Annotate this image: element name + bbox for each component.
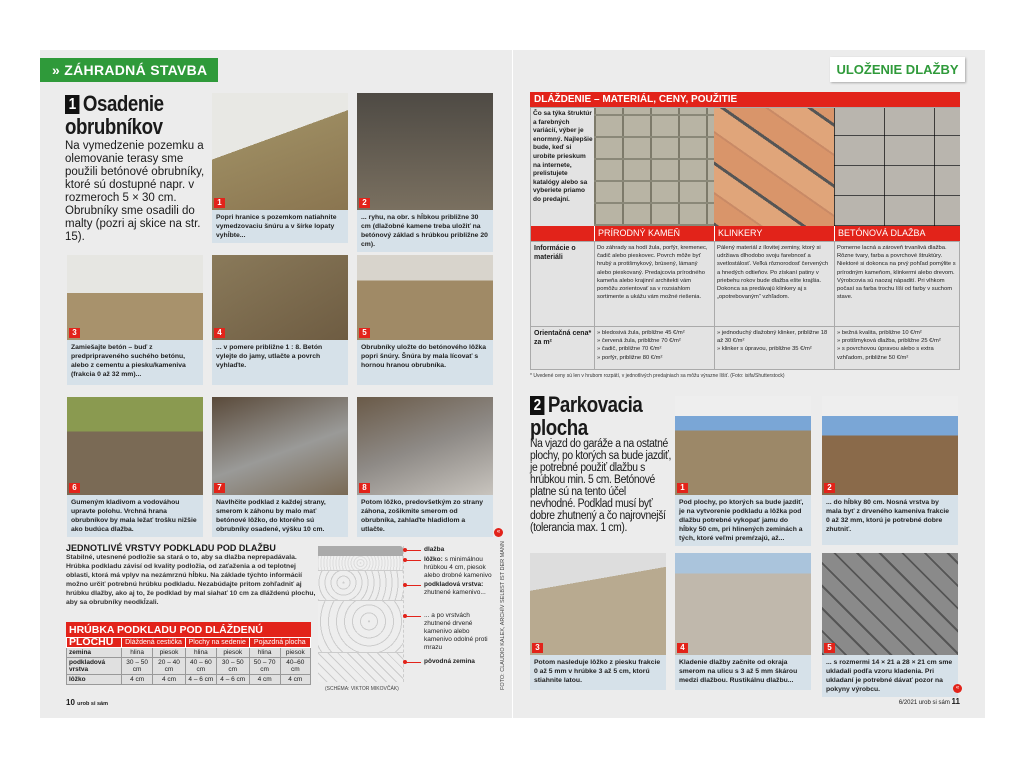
photo-caption: Kladenie dlažby začnite od okraja smerom na ulicu s 3 až 5 mm škárou medzi dlažbou. Rustikálnu dlažbu... [675,655,811,690]
layers-box [66,543,316,607]
step-photo [212,397,348,495]
photo-caption: Potom nasleduje lôžko z piesku frakcie 0 až 5 mm v hrúbke 3 až 5 cm, ktorú stiahnite latou. [530,655,666,690]
photo-caption: Popri hranice s pozemkom natiahnite vymedzovaciu šnúru a v šírke lopaty vyhĺbte... [212,210,348,243]
step-photo [822,396,958,495]
table-cell: piesok [153,648,186,658]
title-line: Parkovacia [547,392,643,417]
step-badge: 3 [532,643,543,653]
step-badge: 6 [69,483,80,493]
page-number: 11 [951,697,960,706]
label-bold: podkladová vrstva: [424,581,484,588]
pointer-icon [405,662,421,663]
price-item: » klinker s úpravou, približne 35 €/m² [717,346,812,353]
row-label-info: Informácie o materiáli [534,245,576,261]
article-lead: Na vymedzenie pozemku a olemovanie terasy sme použili betónové obrubníky, ktoré sú dostupné napr. v rozmeroch 5 × 30 cm. Obrubníky sme osadili do malty (pozri aj skice na str. 15). [65,140,205,243]
table-cell: 30 – 50 cm [122,658,153,675]
table-row [67,648,311,658]
table-cell: 4 – 6 cm [216,675,249,685]
photo-caption: ... do hĺbky 80 cm. Nosná vrstva by mala byť z drveného kameniva frakcie 0 až 32 mm, ktorú je potrebné dobre zhutniť. [822,495,958,545]
material-prices [597,329,711,362]
concrete-paving-image [834,108,960,226]
photo-caption: ... v pomere približne 1 : 8. Betón vylejte do jamy, utlačte a povrch vyhlaďte. [212,340,348,385]
material-info: Pomerne lacná a zároveň trvanlivá dlažba. Rôzne tvary, farba a povrchové štruktúry. Niektoré si dokonca na prvý pohľad pomýlite s prírodným kameňom, klinkermi alebo drevom. Výrobcovia sú naozaj nápadití. Pri vlhkom počasí sa farba trochu líši od farby v suchom stave. [837,245,956,301]
diagram-label [405,581,497,597]
header-cell [531,226,594,241]
photo-caption: Obrubníky uložte do betónového lôžka popri šnúry. Šnúra by mala lícovať s hornou hranou obrubníka. [357,340,493,385]
diagram-credit: (SCHÉMA: VIKTOR MIKOVČÁK) [325,686,399,692]
table-cell: 4 cm [280,675,310,685]
title-line: obrubníkov [65,114,163,139]
photo-caption: Navlhčite podklad z každej strany, smerom k záhonu by malo mať betónové lôžko, do ktorého sú obrubníky osadené, výšku 10 cm. [212,495,348,537]
diagram-label [405,658,497,666]
clinker-image [714,108,834,226]
step-badge: 7 [214,483,225,493]
footnote: * Uvedené ceny sú len v hrubom rozpätí, v jednotlivých predajniach sa môžu výrazne líšiť. (Foto: isifa/Shutterstock) [530,373,785,379]
photo-caption: Pod plochy, po ktorých sa bude jazdiť, je na vytvorenie podkladu a lôžka pod dlažbu potrebné vykopať jamu do hĺbky 50 cm, pri hlinených zeminách a tých, ktoré veľmi premŕzajú, až... [675,495,811,546]
issue: 6/2021 [898,700,918,706]
pointer-icon [405,550,421,551]
layer-base [318,570,403,600]
end-mark-icon: « [494,528,503,537]
price-item: » čadič, približne 70 €/m² [597,346,662,353]
materials-table-title: DLÁŽDENIE – MATERIÁL, CENY, POUŽITIE [530,92,960,107]
material-header: PRÍRODNÝ KAMEŇ [594,226,714,241]
table-cell: 30 – 50 cm [216,658,249,675]
price-item: » bežná kvalita, približne 10 €/m² [837,330,922,336]
table-title: HRÚBKA PODKLADU POD DLÁŽDENÚ PLOCHU [66,622,311,637]
price-item: » protišmyková dlažba, približne 25 €/m² [837,338,941,345]
material-prices [717,329,831,354]
photo-credit: FOTO: CLAUDIO KALEX, ARCHÍV SELBST IST DER MANN [500,541,506,690]
label-bold: dlažba [424,546,445,553]
title-line: plocha [530,415,588,440]
material-header: BETÓNOVÁ DLAŽBA [834,226,960,241]
box-title: JEDNOTLIVÉ VRSTVY PODKLADU POD DLAŽBU [66,543,276,553]
step-photo [67,255,203,340]
table-cell: 4 cm [122,675,153,685]
row-label: lôžko [67,675,122,685]
price-item: » jednoduchý dlažobný klinker, približne 18 až 30 €/m² [717,330,828,345]
materials-table [530,107,960,370]
step-photo [357,93,493,210]
label-text: zhutnené kamenivo... [424,589,486,596]
row-label-price: Orientačná cena* za m² [534,330,592,346]
title-line: Osadenie [82,91,164,116]
step-badge: 5 [359,328,370,338]
table-cell: hlina [122,648,153,658]
section-tag: » ZÁHRADNÁ STAVBA [40,58,218,82]
section-tag: ULOŽENIE DLAŽBY [830,57,965,82]
table-intro: Čo sa týka štruktúr a farebných variácií, výber je enormný. Najlepšie bude, keď si urobíte prieskum na internete, prelistujete katalógy alebo sa vyberiete priamo do predajní. [533,110,593,203]
price-item: » červená žula, približne 70 €/m² [597,338,681,345]
magazine-name: urob si sám [77,701,109,707]
end-mark-icon: « [953,684,962,693]
step-badge: 4 [677,643,688,653]
step-badge: 2 [824,483,835,493]
material-prices [837,329,957,362]
photo-caption: Zamiešajte betón – buď z predpripraveného suchého betónu, alebo z cementu a piesku/kameniva (frakcia 0 až 32 mm)... [67,340,203,385]
page-number: 10 [66,698,75,707]
pointer-icon [405,560,421,561]
layer-paving [318,546,403,556]
step-badge: 1 [214,198,225,208]
article-lead: Na vjazd do garáže a na ostatné plochy, po ktorých sa bude jazdiť, je potrebné použiť dlažbu s hrúbkou min. 5 cm. Betónové platne sú na tento účel nevhodné. Podklad musí byť dobre zhutnený a čo najrovnejší (tolerancia max. 1 cm). [530,438,672,534]
thickness-table [66,622,311,685]
table-cell: 4 cm [153,675,186,685]
table-cell: 50 – 70 cm [249,658,280,675]
divider [531,241,959,242]
table-cell: 20 – 40 cm [153,658,186,675]
table-row [67,675,311,685]
table-cell: 4 – 6 cm [185,675,216,685]
table-cell: piesok [216,648,249,658]
pointer-icon [405,616,421,617]
step-badge: 3 [69,328,80,338]
material-header: KLINKERY [714,226,834,241]
material-info: Pálený materiál z ílovitej zeminy, ktorý si udržiava dlhodobo svoju farebnosť a svetlostálosť. Veľká rôznorodosť červených a hnedých odtieňov. Po získaní patiny v priebehu rokov bude dlažba ešte krajšia. Dokonca sa predávajú klinkery aj s „opotrebovaným“ vzhľadom. [717,245,829,301]
table-cell: hlina [185,648,216,658]
diagram-label [405,546,497,554]
step-photo [212,255,348,340]
step-badge: 4 [214,328,225,338]
layer-bed [318,556,403,570]
photo-caption: Gumeným kladivom a vodováhou upravte polohu. Vrchná hrana obrubníkov by mala ležať trošku nižšie ako budúca dlažba. [67,495,203,537]
photo-caption: Potom lôžko, predovšetkým zo strany záhona, zošikmite smerom od obrubníka, zahlaďte hladidlom a utlačte. [357,495,493,537]
box-text: Stabilné, utesnené podložie sa stará o to, aby sa dlažba neprepadávala. Hrúbka podkladu závisí od kvality podložia, od zaťaženia a od teplotnej oblasti, ktorá má vplyv na nezámrznú hĺbku. Na základe týchto informácií možno určiť potrebnú hrúbku podkladu. Nezabúdajte pritom zohľadniť aj hrúbku dlažby, ako aj to, že podklad by mal siahať 10 cm za dláždenú plochu, aby sa obrubníky neodkĺzali. [66,554,316,606]
layer-soil [318,652,403,682]
step-photo [675,396,811,495]
article-title [65,92,164,138]
price-item: » s povrchovou úpravou alebo s extra vzhľadom, približne 50 €/m² [837,346,934,361]
layers-diagram [318,546,404,682]
table-cell: 40 – 60 cm [185,658,216,675]
magazine-name: urob si sám [918,700,950,706]
group-header: Plochy na sedenie [185,638,249,648]
pointer-icon [405,585,421,586]
row-label: podkladová vrstva [67,658,122,675]
label-bold: pôvodná zemina [424,658,475,665]
group-header: Pojazdná plocha [249,638,310,648]
article-number: 2 [530,396,544,415]
row-label: zemina [67,648,122,658]
step-photo [357,255,493,340]
step-photo [675,553,811,655]
label-text: s minimálnou hrúbkou 4 cm, piesok alebo drobné kamenivo [424,556,492,579]
label-bold: lôžko: [424,556,443,563]
table-row [67,658,311,675]
folio [66,698,108,707]
step-photo [530,553,666,655]
diagram-label [405,556,497,580]
article-title [530,393,642,439]
natural-stone-image [594,108,714,226]
step-badge: 1 [677,483,688,493]
step-badge: 2 [359,198,370,208]
diagram-label [405,612,497,652]
step-photo [212,93,348,210]
material-info: Do záhrady sa hodí žula, porfýr, kremenec, čadič alebo pieskovec. Povrch môže byť hrubý a protišmykový, brúsený, lámaný alebo pieskovaný. Predajcovia prírodného kameňa alebo krajinní architekti vám pomôžu zorientovať sa v rozsiahlom sortimente a ukážu vám možné riešenia. [597,245,708,301]
table-cell: hlina [249,648,280,658]
step-badge: 5 [824,643,835,653]
photo-caption: ... ryhu, na obr. s hĺbkou približne 30 cm (dlažobné kamene treba uložiť na betónový základ s hrúbkou približne 20 cm). [357,210,493,252]
table-cell: 4 cm [249,675,280,685]
label-text: ... a po vrstvách zhutnené drvené kamenivo alebo kamenivo odolné proti mrazu [424,612,488,651]
photo-caption: ... s rozmermi 14 × 21 a 28 × 21 cm sme ukladali podľa vzoru kladenia. Pri ukladaní je potrebné dávať pozor na pokyny výrobcu. [822,655,958,697]
step-photo [357,397,493,495]
step-photo [822,553,958,655]
step-badge: 8 [359,483,370,493]
table-cell: 40–60 cm [280,658,310,675]
table-cell: piesok [280,648,310,658]
group-header: Dláždená cestička [122,638,186,648]
divider [531,326,959,327]
layer-gravel [318,600,403,652]
step-photo [67,397,203,495]
folio [870,697,960,706]
price-item: » bledosivá žula, približne 45 €/m² [597,330,685,336]
article-number: 1 [65,95,79,114]
price-item: » porfýr, približne 80 €/m² [597,354,663,361]
